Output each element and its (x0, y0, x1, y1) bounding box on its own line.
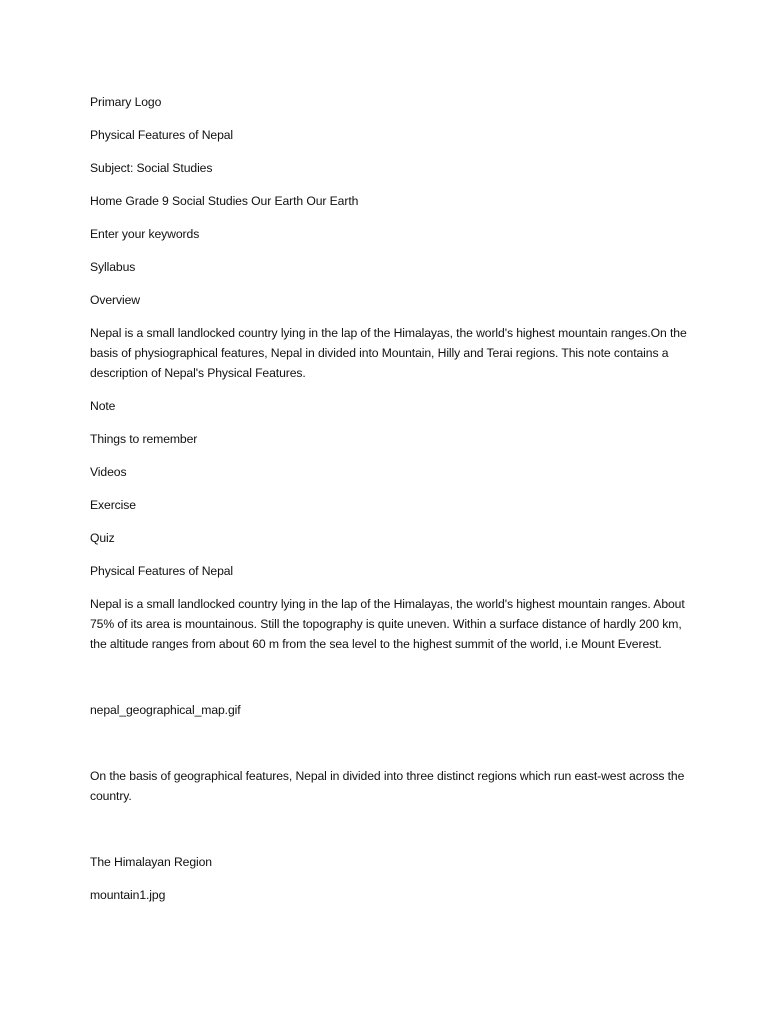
regions-text: On the basis of geographical features, Nepal in divided into three distinct regions which run east-west across the country. (90, 769, 685, 803)
spacer (90, 667, 688, 700)
document-page (90, 92, 688, 918)
note-heading: Physical Features of Nepal (90, 564, 234, 578)
primary-logo[interactable]: Primary Logo (90, 95, 162, 109)
syllabus-link[interactable]: Syllabus (90, 260, 136, 274)
tab-quiz[interactable]: Quiz (90, 531, 115, 545)
page-title: Physical Features of Nepal (90, 128, 234, 142)
tab-note[interactable]: Note (90, 399, 116, 413)
mountain-image-placeholder: mountain1.jpg (90, 888, 166, 902)
breadcrumb[interactable]: Home Grade 9 Social Studies Our Earth Our Earth (90, 194, 359, 208)
spacer (90, 819, 688, 852)
subject-label: Subject: Social Studies (90, 161, 213, 175)
tab-things-to-remember[interactable]: Things to remember (90, 432, 198, 446)
note-intro-text: Nepal is a small landlocked country lying in the lap of the Himalayas, the world's highest mountain ranges. About 75% of its area is mountainous. Still the topography is quite uneven. Within a surface distance of hardly 200 km, the altitude ranges from about 60 m from the sea level to the highest summit of the world, i.e Mount Everest. (90, 597, 685, 651)
spacer (90, 733, 688, 766)
map-image-placeholder: nepal_geographical_map.gif (90, 703, 241, 717)
overview-text: Nepal is a small landlocked country lying in the lap of the Himalayas, the world's highest mountain ranges.On the basis of physiographical features, Nepal in divided into Mountain, Hilly and Terai regions. This note contains a description of Nepal's Physical Features. (90, 326, 687, 380)
himalayan-region-heading: The Himalayan Region (90, 855, 212, 869)
tab-exercise[interactable]: Exercise (90, 498, 136, 512)
overview-heading: Overview (90, 293, 140, 307)
search-input[interactable]: Enter your keywords (90, 227, 200, 241)
tab-videos[interactable]: Videos (90, 465, 127, 479)
